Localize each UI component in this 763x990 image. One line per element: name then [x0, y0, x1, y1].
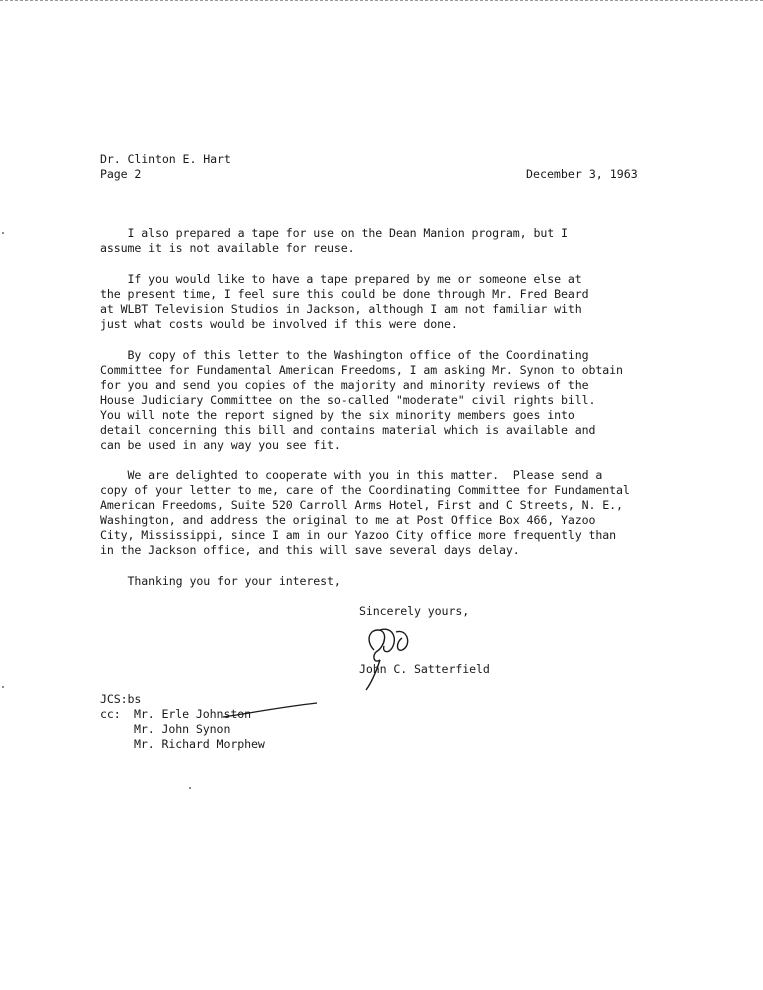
scan-speck [2, 686, 4, 688]
paragraph-line: copy of your letter to me, care of the Coordinating Committee for Fundamental [100, 483, 630, 497]
paragraph-line: just what costs would be involved if this were done. [100, 317, 458, 331]
closing-thanks: Thanking you for your interest, [100, 574, 341, 588]
paragraph-4 [100, 468, 690, 558]
signer-name: John C. Satterfield [359, 662, 490, 676]
cc-check-mark [221, 701, 321, 721]
paragraph-line: for you and send you copies of the majority and minority reviews of the [100, 378, 589, 392]
letter-date: December 3, 1963 [526, 167, 638, 181]
page-top-edge [0, 0, 763, 7]
paragraph-line: By copy of this letter to the Washington office of the Coordinating [100, 348, 589, 362]
paragraph-line: at WLBT Television Studios in Jackson, although I am not familiar with [100, 302, 582, 316]
signature-closing: Sincerely yours, [359, 604, 470, 618]
scan-speck [2, 232, 4, 234]
paragraph-line: You will note the report signed by the six minority members goes into [100, 408, 575, 422]
paragraph-line: in the Jackson office, and this will save several days delay. [100, 543, 520, 557]
paragraph-line: assume it is not available for reuse. [100, 241, 355, 255]
paragraph-line: City, Mississippi, since I am in our Yazoo City office more frequently than [100, 528, 617, 542]
cc-label: cc: [100, 707, 121, 721]
paragraph-line: can be used in any way you see fit. [100, 438, 341, 452]
paragraph-3 [100, 348, 690, 453]
paragraph-line: American Freedoms, Suite 520 Carroll Arms Hotel, First and C Streets, N. E., [100, 498, 623, 512]
paragraph-2 [100, 272, 690, 332]
page-number: Page 2 [100, 167, 142, 181]
paragraph-line: the present time, I feel sure this could be done through Mr. Fred Beard [100, 287, 589, 301]
recipient-name: Dr. Clinton E. Hart [100, 152, 231, 166]
paragraph-line: House Judiciary Committee on the so-called "moderate" civil rights bill. [100, 393, 596, 407]
cc-recipient: Mr. Richard Morphew [134, 737, 265, 751]
paragraph-line: Washington, and address the original to me at Post Office Box 466, Yazoo [100, 513, 596, 527]
cc-recipient: Mr. Erle Johnston [134, 707, 251, 721]
paragraph-line: If you would like to have a tape prepared by me or someone else at [100, 272, 582, 286]
paragraph-line: Committee for Fundamental American Freedoms, I am asking Mr. Synon to obtain [100, 363, 623, 377]
typist-initials: JCS:bs [100, 692, 142, 706]
paragraph-line: I also prepared a tape for use on the Dean Manion program, but I [100, 226, 568, 240]
cc-recipient: Mr. John Synon [134, 722, 231, 736]
paragraph-line: We are delighted to cooperate with you in this matter. Please send a [100, 468, 603, 482]
paragraph-1 [100, 226, 690, 256]
scan-speck [189, 787, 191, 789]
handwritten-signature [352, 612, 462, 692]
paragraph-line: detail concerning this bill and contains material which is available and [100, 423, 596, 437]
